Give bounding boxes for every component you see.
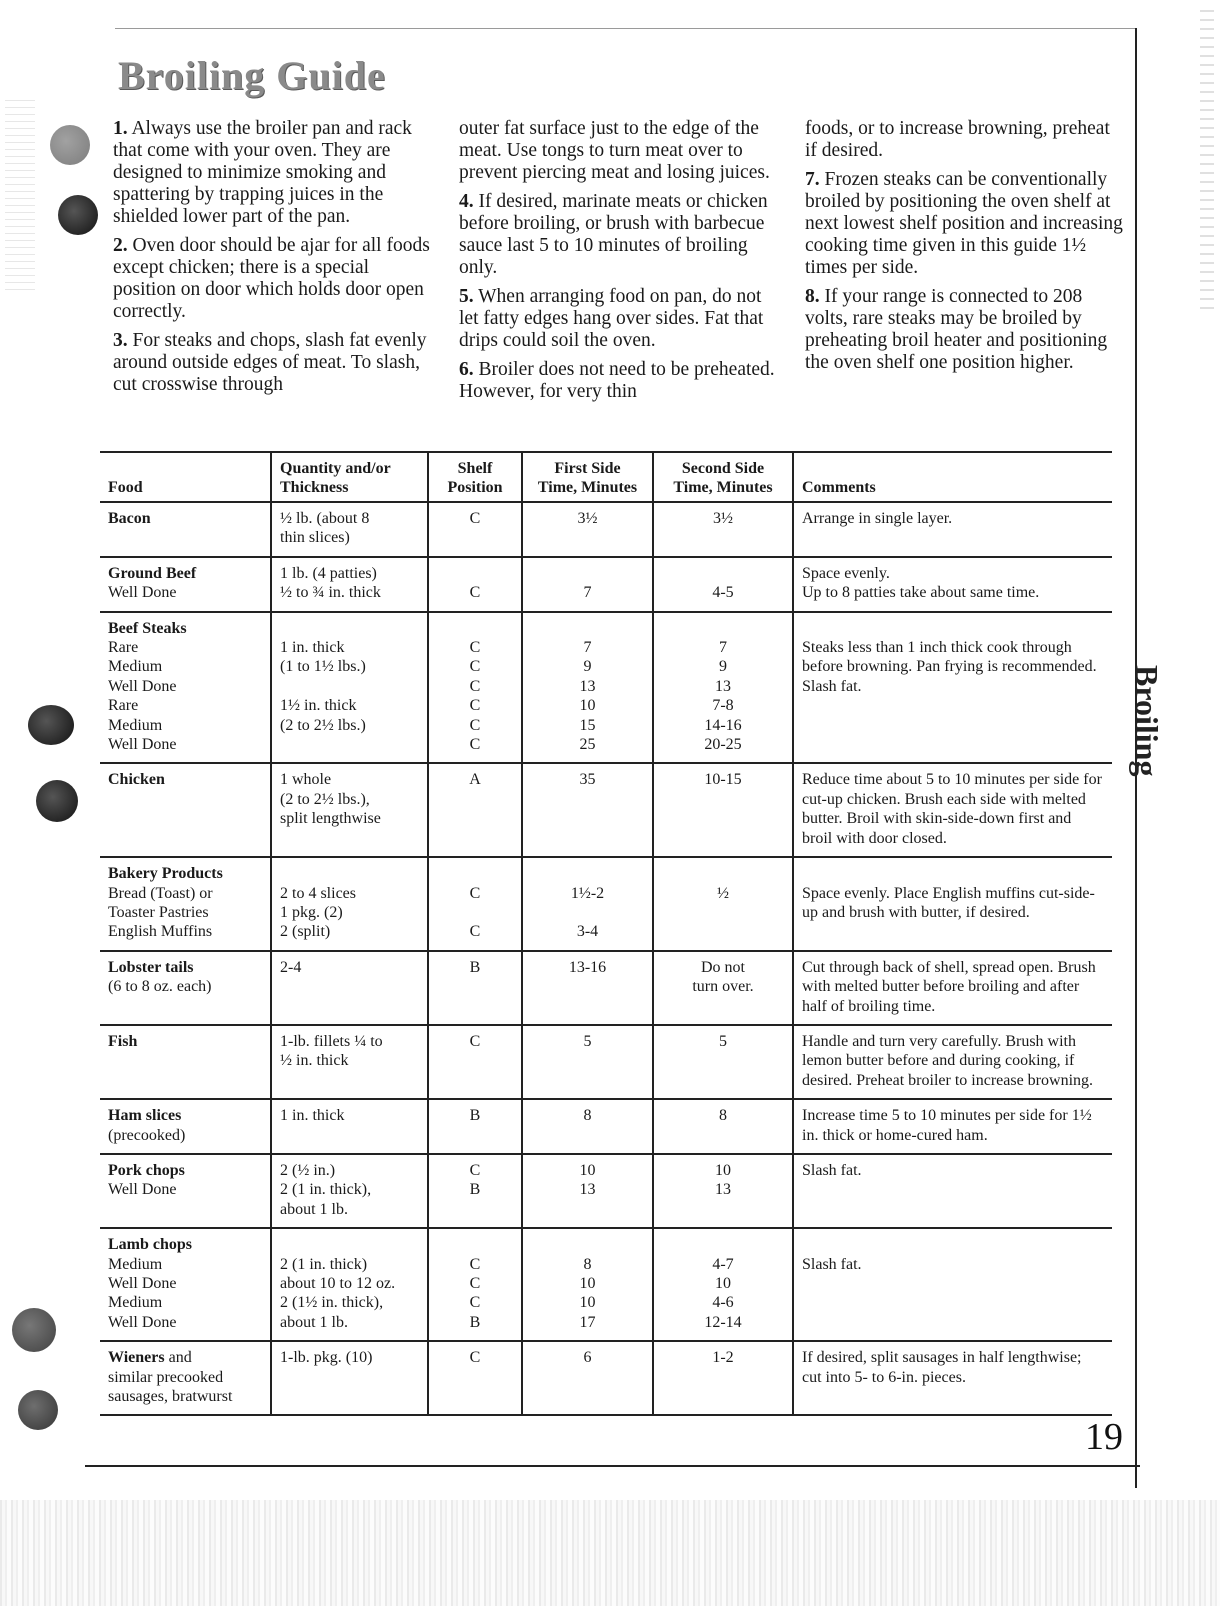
food-subtitle: Medium Well Done Medium Well Done <box>108 1255 177 1331</box>
instruction-text: Always use the broiler pan and rack that come with your oven. They are designed to minimize smoking and spattering by trapping juices in the shielded lower part of the pan. <box>113 118 412 227</box>
food-cell <box>100 1099 271 1154</box>
food-name: Beef Steaks <box>108 619 187 637</box>
instruction-paragraph <box>113 235 433 323</box>
instruction-number: 2. <box>113 235 128 256</box>
food-name: Ham slices <box>108 1107 182 1125</box>
second-side-cell: 8 <box>653 1099 793 1154</box>
instruction-text: foods, or to increase browning, preheat if desired. <box>805 118 1110 161</box>
shelf-cell: C <box>428 1341 522 1415</box>
food-cell <box>100 1228 271 1341</box>
table-row <box>100 951 1112 1025</box>
header-second-side: Second Side Time, Minutes <box>653 452 793 502</box>
instruction-text: Oven door should be ajar for all foods except chicken; there is a special position on door which holds door open correctly. <box>113 235 430 322</box>
first-side-cell: 8 <box>522 1099 653 1154</box>
food-name: Lobster tails <box>108 958 194 976</box>
food-subtitle: Well Done <box>108 1181 177 1199</box>
top-rule <box>115 28 1135 29</box>
binder-hole-icon <box>12 1308 56 1352</box>
instruction-number: 6. <box>459 359 474 380</box>
table-row <box>100 1154 1112 1228</box>
instruction-paragraph <box>459 286 779 352</box>
instruction-paragraph <box>805 169 1125 279</box>
instruction-number: 4. <box>459 191 474 212</box>
scan-noise-bottom <box>0 1500 1220 1606</box>
instruction-paragraph <box>459 359 779 403</box>
binder-hole-icon <box>18 1390 58 1430</box>
food-name: Chicken <box>108 771 165 789</box>
comments-cell: Space evenly. Up to 8 patties take about same time. <box>793 557 1112 612</box>
first-side-cell: 8 10 10 17 <box>522 1228 653 1341</box>
first-side-cell: 6 <box>522 1341 653 1415</box>
comments-cell: Handle and turn very carefully. Brush with lemon butter before and during cooking, if desired. Preheat broiler to increase browning. <box>793 1025 1112 1099</box>
quantity-cell: 2 (½ in.) 2 (1 in. thick), about 1 lb. <box>271 1154 428 1228</box>
table-row <box>100 1025 1112 1099</box>
instruction-text: outer fat surface just to the edge of the meat. Use tongs to turn meat over to prevent piercing meat and losing juices. <box>459 118 770 183</box>
food-cell <box>100 1025 271 1099</box>
food-cell <box>100 951 271 1025</box>
first-side-cell: 5 <box>522 1025 653 1099</box>
table-row <box>100 1099 1112 1154</box>
shelf-cell: C <box>428 1025 522 1099</box>
table-row <box>100 1341 1112 1415</box>
food-name: Pork chops <box>108 1161 185 1179</box>
food-name: Fish <box>108 1032 138 1050</box>
instruction-text: When arranging food on pan, do not let fatty edges hang over sides. Fat that drips could soil the oven. <box>459 286 764 351</box>
quantity-cell: 1-lb. pkg. (10) <box>271 1341 428 1415</box>
instruction-text: Frozen steaks can be conventionally broiled by positioning the oven shelf at next lowest shelf position and increasing cooking time given in this guide 1½ times per side. <box>805 169 1123 278</box>
comments-cell: Arrange in single layer. <box>793 502 1112 557</box>
food-name: Ground Beef <box>108 564 197 582</box>
first-side-cell: 13-16 <box>522 951 653 1025</box>
food-cell <box>100 612 271 764</box>
header-food: Food <box>100 452 271 502</box>
second-side-cell: 4-5 <box>653 557 793 612</box>
binder-hole-icon <box>58 195 98 235</box>
comments-cell: Slash fat. <box>793 1228 1112 1341</box>
broiling-table <box>100 451 1112 1416</box>
food-cell <box>100 857 271 951</box>
food-subtitle: Bread (Toast) or Toaster Pastries English Muffins <box>108 884 213 941</box>
instruction-text: Broiler does not need to be preheated. However, for very thin <box>459 359 775 402</box>
table-row <box>100 502 1112 557</box>
food-name: Bakery Products <box>108 865 223 883</box>
first-side-cell: 7 <box>522 557 653 612</box>
header-quantity: Quantity and/or Thickness <box>271 452 428 502</box>
shelf-cell: C C C C C C <box>428 612 522 764</box>
second-side-cell: ½ <box>653 857 793 951</box>
shelf-cell: C C <box>428 857 522 951</box>
second-side-cell: 4-7 10 4-6 12-14 <box>653 1228 793 1341</box>
food-cell <box>100 763 271 857</box>
instruction-paragraph <box>113 330 433 396</box>
instruction-text: If desired, marinate meats or chicken before broiling, or brush with barbecue sauce last 5 to 10 minutes of broiling only. <box>459 191 768 278</box>
food-name: Lamb chops <box>108 1236 193 1254</box>
scan-noise-right <box>1200 10 1214 310</box>
second-side-cell: 10-15 <box>653 763 793 857</box>
second-side-cell: Do not turn over. <box>653 951 793 1025</box>
shelf-cell: C B <box>428 1154 522 1228</box>
binder-hole-icon <box>36 780 78 822</box>
comments-cell: Cut through back of shell, spread open. Brush with melted butter before broiling and after half of broiling time. <box>793 951 1112 1025</box>
instruction-text: If your range is connected to 208 volts, rare steaks may be broiled by preheating broil heater and positioning the oven shelf one position higher. <box>805 286 1108 373</box>
table-row <box>100 763 1112 857</box>
instruction-number: 5. <box>459 286 474 307</box>
comments-cell: Space evenly. Place English muffins cut-side-up and brush with butter, if desired. <box>793 857 1112 951</box>
instruction-paragraph <box>459 118 779 184</box>
instruction-number: 8. <box>805 286 820 307</box>
section-tab <box>1128 665 1164 795</box>
shelf-cell: A <box>428 763 522 857</box>
first-side-cell: 10 13 <box>522 1154 653 1228</box>
second-side-cell: 5 <box>653 1025 793 1099</box>
quantity-cell: 1-lb. fillets ¼ to ½ in. thick <box>271 1025 428 1099</box>
comments-cell: Increase time 5 to 10 minutes per side for 1½ in. thick or home-cured ham. <box>793 1099 1112 1154</box>
quantity-cell: ½ lb. (about 8 thin slices) <box>271 502 428 557</box>
page-number: 19 <box>1085 1416 1123 1458</box>
instruction-text: For steaks and chops, slash fat evenly around outside edges of meat. To slash, cut crosswise through <box>113 330 427 395</box>
second-side-cell: 7 9 13 7-8 14-16 20-25 <box>653 612 793 764</box>
section-tab-label: Broiling <box>1129 665 1165 777</box>
first-side-cell: 35 <box>522 763 653 857</box>
instruction-paragraph <box>459 191 779 279</box>
instruction-paragraph <box>113 118 433 228</box>
quantity-cell: 2 to 4 slices 1 pkg. (2) 2 (split) <box>271 857 428 951</box>
instruction-number: 3. <box>113 330 128 351</box>
shelf-cell: C <box>428 557 522 612</box>
table-header-row <box>100 452 1112 502</box>
comments-cell: Slash fat. <box>793 1154 1112 1228</box>
table-row <box>100 857 1112 951</box>
intro-column-1 <box>113 118 433 403</box>
intro-column-3 <box>805 118 1125 381</box>
header-first-side: First Side Time, Minutes <box>522 452 653 502</box>
instruction-number: 7. <box>805 169 820 190</box>
header-comments: Comments <box>793 452 1112 502</box>
scan-noise-left <box>5 100 35 290</box>
table-row <box>100 1228 1112 1341</box>
food-cell <box>100 502 271 557</box>
instruction-number: 1. <box>113 118 128 139</box>
intro-column-2 <box>459 118 779 410</box>
quantity-cell: 1 in. thick (1 to 1½ lbs.) 1½ in. thick (2 to 2½ lbs.) <box>271 612 428 764</box>
table-row <box>100 557 1112 612</box>
shelf-cell: B <box>428 951 522 1025</box>
quantity-cell: 1 in. thick <box>271 1099 428 1154</box>
first-side-cell: 1½-2 3-4 <box>522 857 653 951</box>
shelf-cell: C C C B <box>428 1228 522 1341</box>
comments-cell: If desired, split sausages in half lengthwise; cut into 5- to 6-in. pieces. <box>793 1341 1112 1415</box>
food-subtitle: (6 to 8 oz. each) <box>108 978 212 996</box>
shelf-cell: B <box>428 1099 522 1154</box>
food-subtitle: (precooked) <box>108 1126 186 1144</box>
first-side-cell: 3½ <box>522 502 653 557</box>
food-name: Wieners <box>108 1349 165 1367</box>
food-subtitle: Well Done <box>108 584 177 602</box>
food-cell <box>100 1341 271 1415</box>
comments-cell: Reduce time about 5 to 10 minutes per side for cut-up chicken. Brush each side with melted butter. Broil with skin-side-down first and broil with door closed. <box>793 763 1112 857</box>
second-side-cell: 10 13 <box>653 1154 793 1228</box>
header-shelf: Shelf Position <box>428 452 522 502</box>
binder-hole-icon <box>28 705 74 745</box>
table-row <box>100 612 1112 764</box>
food-subtitle: Rare Medium Well Done Rare Medium Well Done <box>108 639 177 754</box>
instruction-paragraph <box>805 118 1125 162</box>
bottom-rule <box>85 1465 1140 1467</box>
quantity-cell: 2-4 <box>271 951 428 1025</box>
second-side-cell: 3½ <box>653 502 793 557</box>
quantity-cell: 1 whole (2 to 2½ lbs.), split lengthwise <box>271 763 428 857</box>
instruction-paragraph <box>805 286 1125 374</box>
first-side-cell: 7 9 13 10 15 25 <box>522 612 653 764</box>
quantity-cell: 2 (1 in. thick) about 10 to 12 oz. 2 (1½ in. thick), about 1 lb. <box>271 1228 428 1341</box>
binder-hole-icon <box>50 125 90 165</box>
second-side-cell: 1-2 <box>653 1341 793 1415</box>
food-subtitle: and similar precooked sausages, bratwurst <box>108 1349 233 1406</box>
quantity-cell: 1 lb. (4 patties) ½ to ¾ in. thick <box>271 557 428 612</box>
food-name: Bacon <box>108 510 151 527</box>
shelf-cell: C <box>428 502 522 557</box>
food-cell <box>100 1154 271 1228</box>
food-cell <box>100 557 271 612</box>
page-title: Broiling Guide <box>118 53 386 98</box>
comments-cell: Steaks less than 1 inch thick cook through before browning. Pan frying is recommended. Slash fat. <box>793 612 1112 764</box>
